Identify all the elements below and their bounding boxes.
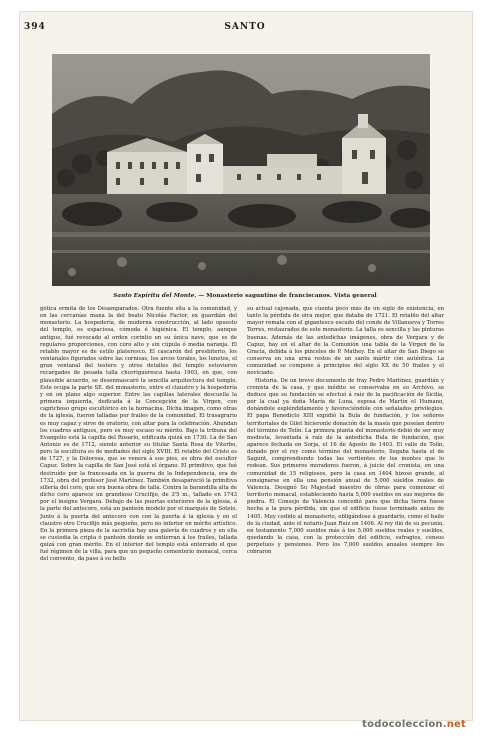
- caption-text: — Monasterio saguntino de franciscanos. Vista general: [196, 293, 377, 299]
- watermark-brand: todocoleccion: [362, 719, 443, 730]
- watermark-logo: [362, 719, 466, 730]
- monastery-photograph: [52, 54, 430, 286]
- left-paragraph: gótica ermita de los Desamparados. Otra fuente sita a la comunidad, y en las cercanías mana la del beato Nicolás Factor, ex guardián del monasterio. La hospedería, de moderna construcción, al lado opuesto del templo, es espaciosa, cómoda é higiénica. El templo, aunque antiguo, fué revocado al orden corintio en su única nave, que es de regulares proporciones, con coro alto y sin cúpula ó media naranja. El retablo mayor es de estilo plateresco. El cascarón del presbiterio, los ventanales figurados sobre las cornisas, los arcos torales, los lunetos, el gran ventanal del testero y otros detalles del templo estuvieron recargados de pesada talla churrigueresca hasta 1903, en que, con plausible acuerdo, se desenmascaró la sencilla arquitectura del templo. Este ocupa la parte SE. del monasterio, entre el claustro y la hospedería y en un plano algo superior. Entre las capillas laterales descuella la primera izquierda, dedicada á la Concepción de la Virgen, con caprichoso grupo escultórico en la hornacina. Dicha imagen, como otras de la iglesia, fueron talladas por frailes de la comunidad. El trasagrario es muy capaz y sirve de oratorio, con altar para la celebración. Abundan los cuadros antiguos, pero es muy escaso su mérito. Bajo la tribuna del Evangelio está la capilla del Rosario, edificada quizá en 1730. La de San Antonio es de 1712, siendo anterior su titular Santa Rosa de Viterbo, pero la escultura es de mediados del siglo XVIII. El retablo del Cristo es de 1727, y la Dolorosa, que se venera á sus pies, es obra del escultor Capuz. Sobre la capilla de San José está el órgano. El primitivo, que fué destruído por la francesada en la guerra de la Independencia, era de 1732, obra del profesor José Martínez. También desapareció la primitiva sillería del coro, que era buena obra de talla. Contra la barandilla alta de dicho coro aparece un grandioso Crucifijo, de 3'5 m., tallado en 1743 por el insigne Vergara. Debajo de las puertas exteriores de la iglesia, á la parte del antecoro, está un panteón modelo por el marqués de Sotelo. Junto á la puerta del antecoro con con la puerta á la iglesia y en el claustro otro Crucifijo más pequeño, pero no inferior en mérito artístico. En la primera pieza de la sacristía hay una galería de cuadros y en ella se custodia la cripta ó panteón donde se entierran á los frailes, tallada quizá con gran mérito. En el interior del templo está enterrado el que fué régimen de la villa, para que un pequeño cementerio monacal, cerca del convento, da paso á su bello: [40, 306, 237, 563]
- photograph-image: [52, 54, 430, 286]
- right-paragraph-1: su actual cajonada, que cuenta poco más de un siglo de existencia, en tanto la pérdida de otra mejor, que databa de 1721. El retablo del altar mayor remata con el gigantesco escudo del conde de Villanueva y Torres Torres, restaurados de este monasterio. La talla es sencilla y las pinturas buenas. Además de las antedichas imágenes, obra de Vergara y de Capuz, hay en el altar de la Comunión una tabla de la Virgen de la Gracia, debida á los pinceles de P. Mathey. En el altar de San Diego se conserva en una urna restos de un santo mártir con auténtica. La comunidad se compone á principios del siglo XX de 50 frailes y el noviciado.: [247, 306, 444, 377]
- right-column: [247, 306, 444, 706]
- figure-caption: [40, 293, 450, 299]
- left-column: [40, 306, 237, 706]
- running-title: SANTO: [224, 22, 266, 32]
- page-header: [24, 22, 466, 34]
- body-columns: [40, 306, 444, 706]
- right-paragraph-2: Historia. De un breve documento de fray Pedro Martínez, guardián y cronista de la casa, y que inédito se conservaba en su Archivo, se deduce que su fundación se efectuó á raíz de la pacificación de Sicilia, por la cual ya doña María de Luna, esposa de Martín el Humano, donándole espléndidamente y favoreciéndole con señalados privilegios. El papa Benedicto XIII expidió la Bula de fundación, y los señores territoriales de Gilet hicieronle donación de la masía que poseían dentro del término de Tolín. La primera planta del monasterio debió de ser muy modesta, levantada á raíz de la antedicha Bula de fundación, que aparece fechada en Sorja, el 16 de Agosto de 1403. El valle de Tolín, donado por el rey como término del monasterio, llegaba hasta el de Sagunt, comprendiendo todas las vertientes de los montes que lo rodean. Sus primeros moradores fueron, á juicio del cronista, en una comunidad de 15 religiosos, pero la casa en 1404 hízose grande, al consignarse en ella una pensión anual de 5,000 sueldos reales de Valencia. Designó Su Majestad maestro de obras para comenzar el territorio monacal, estableciendo hasta 5,000 sueldos en sus mejores de piedra. El Consejo de Valencia concedió para que dicha tierra fuese hecha a la pura pérdida, sin que el edificio fuese terminado antes de 1405. Muy cedido al monasterio, obligándose á guardarlo, como el baile de la ciudad, ante el notario Juan Ruiz en 1406. Al rey dió de su pecunio, en testamento 7,000 sueldos más á los 5,000 sueldos reales y sueldos, quedando la casa, con la protección del edificio, sufragios, censos perpetuos y pensiones. Pero los 7,000 sueldos anuales siempre los cobraron: [247, 377, 444, 556]
- page-number: 394: [24, 22, 46, 32]
- caption-lead: Santo Espíritu del Monte.: [113, 293, 197, 299]
- watermark-tld: .net: [442, 719, 466, 730]
